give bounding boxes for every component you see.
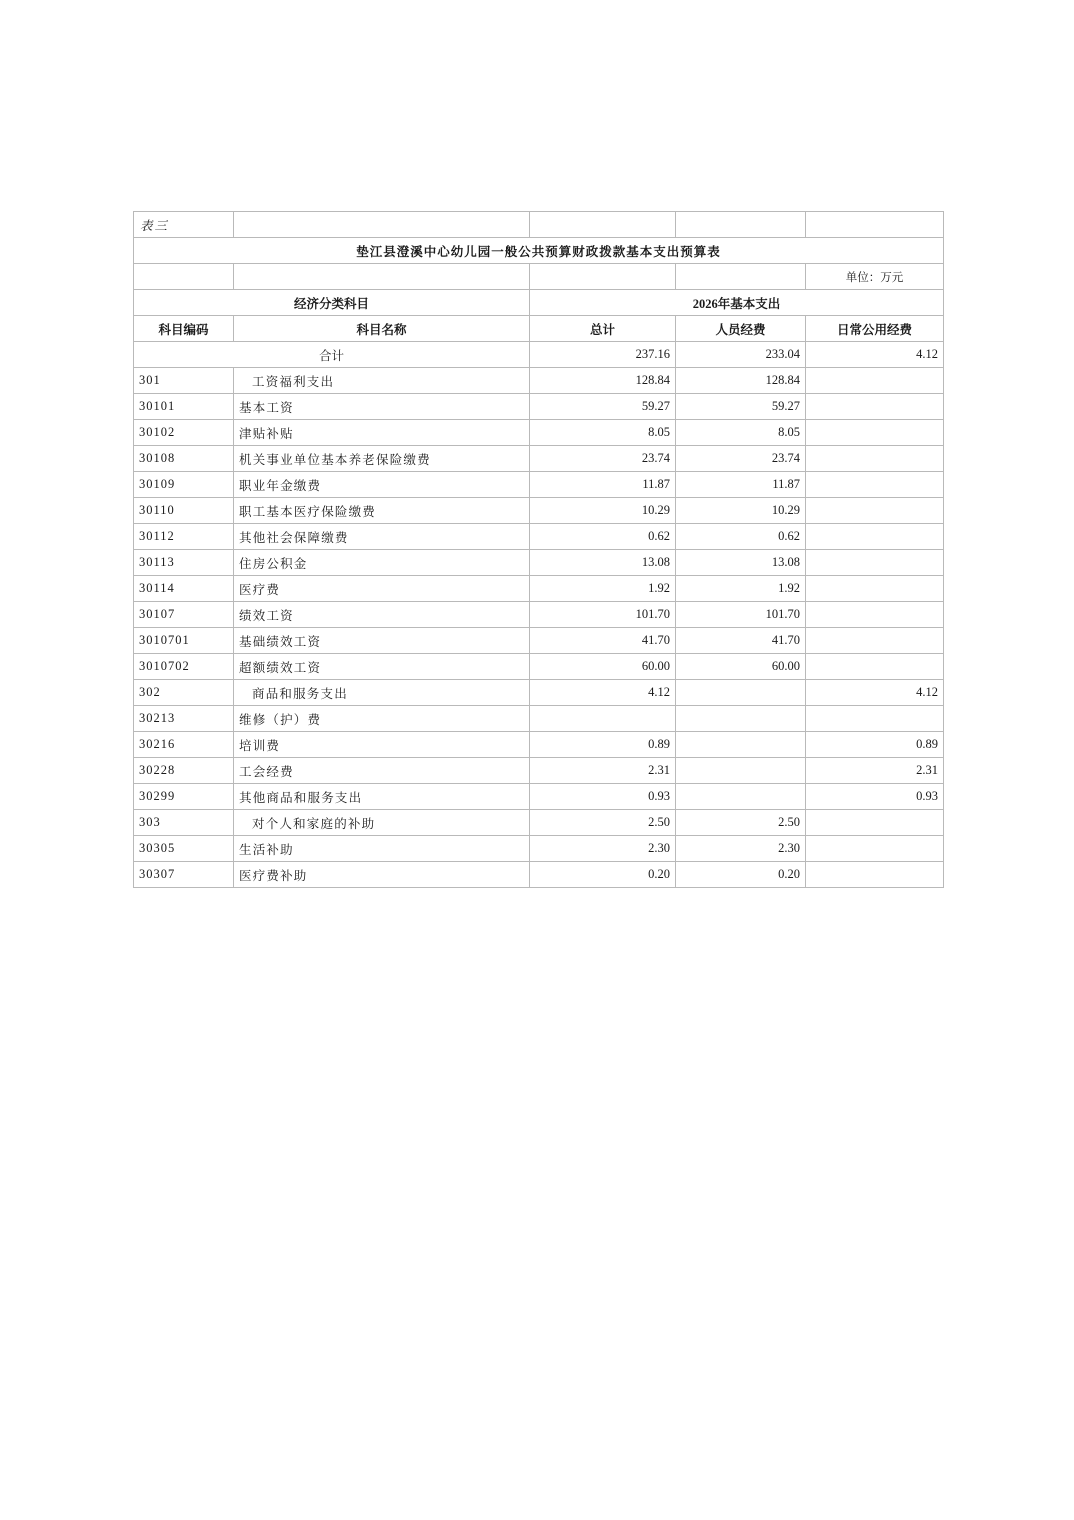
row-code: 30110 xyxy=(134,498,234,524)
row-public xyxy=(806,706,944,732)
row-name: 工资福利支出 xyxy=(234,368,530,394)
title-row xyxy=(134,238,944,264)
row-public xyxy=(806,524,944,550)
row-public xyxy=(806,810,944,836)
unit-blank-3 xyxy=(530,264,676,290)
row-personnel: 13.08 xyxy=(676,550,806,576)
row-public xyxy=(806,498,944,524)
row-total: 2.50 xyxy=(530,810,676,836)
table-row xyxy=(134,654,944,680)
row-code: 30108 xyxy=(134,446,234,472)
row-personnel: 1.92 xyxy=(676,576,806,602)
row-total: 2.30 xyxy=(530,836,676,862)
table-row xyxy=(134,550,944,576)
row-total: 128.84 xyxy=(530,368,676,394)
row-total: 0.20 xyxy=(530,862,676,888)
row-total: 1.92 xyxy=(530,576,676,602)
row-code: 30213 xyxy=(134,706,234,732)
row-total: 0.89 xyxy=(530,732,676,758)
table-row xyxy=(134,446,944,472)
row-code: 30307 xyxy=(134,862,234,888)
row-personnel: 0.62 xyxy=(676,524,806,550)
row-code: 3010701 xyxy=(134,628,234,654)
row-public: 0.93 xyxy=(806,784,944,810)
row-code: 30113 xyxy=(134,550,234,576)
row-code: 303 xyxy=(134,810,234,836)
row-public xyxy=(806,628,944,654)
table-row xyxy=(134,576,944,602)
row-personnel xyxy=(676,784,806,810)
table-row xyxy=(134,524,944,550)
row-total: 41.70 xyxy=(530,628,676,654)
group-header-right: 2026年基本支出 xyxy=(530,290,944,316)
row-total: 13.08 xyxy=(530,550,676,576)
row-total: 4.12 xyxy=(530,680,676,706)
row-public xyxy=(806,446,944,472)
row-total: 0.93 xyxy=(530,784,676,810)
row-public xyxy=(806,836,944,862)
unit-blank-2 xyxy=(234,264,530,290)
row-code: 30299 xyxy=(134,784,234,810)
row-name: 超额绩效工资 xyxy=(234,654,530,680)
row-personnel: 128.84 xyxy=(676,368,806,394)
row-name: 生活补助 xyxy=(234,836,530,862)
row-total: 101.70 xyxy=(530,602,676,628)
row-public: 0.89 xyxy=(806,732,944,758)
row-code: 30305 xyxy=(134,836,234,862)
row-public xyxy=(806,862,944,888)
tag-blank-3 xyxy=(676,212,806,238)
row-total xyxy=(530,706,676,732)
total-row-personnel: 233.04 xyxy=(676,342,806,368)
row-code: 302 xyxy=(134,680,234,706)
unit-blank-4 xyxy=(676,264,806,290)
budget-table-body xyxy=(134,212,944,888)
row-personnel: 11.87 xyxy=(676,472,806,498)
row-name: 商品和服务支出 xyxy=(234,680,530,706)
row-total: 59.27 xyxy=(530,394,676,420)
row-total: 0.62 xyxy=(530,524,676,550)
row-code: 30112 xyxy=(134,524,234,550)
row-personnel: 41.70 xyxy=(676,628,806,654)
total-row-total: 237.16 xyxy=(530,342,676,368)
row-total: 60.00 xyxy=(530,654,676,680)
row-public xyxy=(806,472,944,498)
row-total: 2.31 xyxy=(530,758,676,784)
table-row xyxy=(134,706,944,732)
column-header-personnel: 人员经费 xyxy=(676,316,806,342)
budget-sheet xyxy=(133,211,943,888)
column-header-name: 科目名称 xyxy=(234,316,530,342)
row-public xyxy=(806,602,944,628)
row-public xyxy=(806,576,944,602)
row-name: 其他社会保障缴费 xyxy=(234,524,530,550)
row-personnel xyxy=(676,732,806,758)
row-code: 30102 xyxy=(134,420,234,446)
table-row xyxy=(134,680,944,706)
table-row xyxy=(134,836,944,862)
row-code: 301 xyxy=(134,368,234,394)
row-total: 11.87 xyxy=(530,472,676,498)
table-row xyxy=(134,498,944,524)
row-code: 3010702 xyxy=(134,654,234,680)
tag-blank-1 xyxy=(234,212,530,238)
row-code: 30228 xyxy=(134,758,234,784)
table-row xyxy=(134,602,944,628)
row-name: 绩效工资 xyxy=(234,602,530,628)
row-name: 工会经费 xyxy=(234,758,530,784)
row-personnel: 10.29 xyxy=(676,498,806,524)
row-total: 8.05 xyxy=(530,420,676,446)
group-header-left: 经济分类科目 xyxy=(134,290,530,316)
row-name: 职工基本医疗保险缴费 xyxy=(234,498,530,524)
row-code: 30101 xyxy=(134,394,234,420)
row-personnel: 23.74 xyxy=(676,446,806,472)
row-name: 津贴补贴 xyxy=(234,420,530,446)
row-personnel: 59.27 xyxy=(676,394,806,420)
row-personnel xyxy=(676,706,806,732)
sheet-tag-row xyxy=(134,212,944,238)
row-name: 对个人和家庭的补助 xyxy=(234,810,530,836)
row-name: 培训费 xyxy=(234,732,530,758)
row-public xyxy=(806,368,944,394)
table-row xyxy=(134,472,944,498)
row-personnel xyxy=(676,680,806,706)
row-name: 职业年金缴费 xyxy=(234,472,530,498)
row-public: 4.12 xyxy=(806,680,944,706)
row-personnel: 101.70 xyxy=(676,602,806,628)
row-personnel xyxy=(676,758,806,784)
row-public: 2.31 xyxy=(806,758,944,784)
row-code: 30109 xyxy=(134,472,234,498)
row-public xyxy=(806,420,944,446)
table-row xyxy=(134,810,944,836)
total-row xyxy=(134,342,944,368)
row-total: 23.74 xyxy=(530,446,676,472)
row-personnel: 8.05 xyxy=(676,420,806,446)
column-header-total: 总计 xyxy=(530,316,676,342)
table-row xyxy=(134,420,944,446)
row-code: 30107 xyxy=(134,602,234,628)
row-name: 住房公积金 xyxy=(234,550,530,576)
row-personnel: 2.50 xyxy=(676,810,806,836)
row-name: 医疗费补助 xyxy=(234,862,530,888)
row-public xyxy=(806,550,944,576)
table-row xyxy=(134,732,944,758)
unit-blank-1 xyxy=(134,264,234,290)
row-public xyxy=(806,654,944,680)
page-title: 垫江县澄溪中心幼儿园一般公共预算财政拨款基本支出预算表 xyxy=(134,238,944,264)
tag-blank-2 xyxy=(530,212,676,238)
row-code: 30114 xyxy=(134,576,234,602)
row-name: 机关事业单位基本养老保险缴费 xyxy=(234,446,530,472)
row-name: 其他商品和服务支出 xyxy=(234,784,530,810)
row-personnel: 60.00 xyxy=(676,654,806,680)
row-personnel: 2.30 xyxy=(676,836,806,862)
column-header-row xyxy=(134,316,944,342)
row-public xyxy=(806,394,944,420)
unit-note: 单位：万元 xyxy=(806,264,944,290)
table-row xyxy=(134,758,944,784)
row-name: 基本工资 xyxy=(234,394,530,420)
table-row xyxy=(134,368,944,394)
row-code: 30216 xyxy=(134,732,234,758)
column-header-code: 科目编码 xyxy=(134,316,234,342)
row-total: 10.29 xyxy=(530,498,676,524)
budget-table xyxy=(133,211,944,888)
row-name: 维修（护）费 xyxy=(234,706,530,732)
unit-row xyxy=(134,264,944,290)
table-row xyxy=(134,628,944,654)
tag-blank-4 xyxy=(806,212,944,238)
sheet-tag: 表三 xyxy=(134,212,234,238)
table-row xyxy=(134,862,944,888)
row-name: 基础绩效工资 xyxy=(234,628,530,654)
group-header-row xyxy=(134,290,944,316)
row-name: 医疗费 xyxy=(234,576,530,602)
row-personnel: 0.20 xyxy=(676,862,806,888)
total-row-label: 合计 xyxy=(134,342,530,368)
column-header-public: 日常公用经费 xyxy=(806,316,944,342)
table-row xyxy=(134,784,944,810)
total-row-public: 4.12 xyxy=(806,342,944,368)
table-row xyxy=(134,394,944,420)
